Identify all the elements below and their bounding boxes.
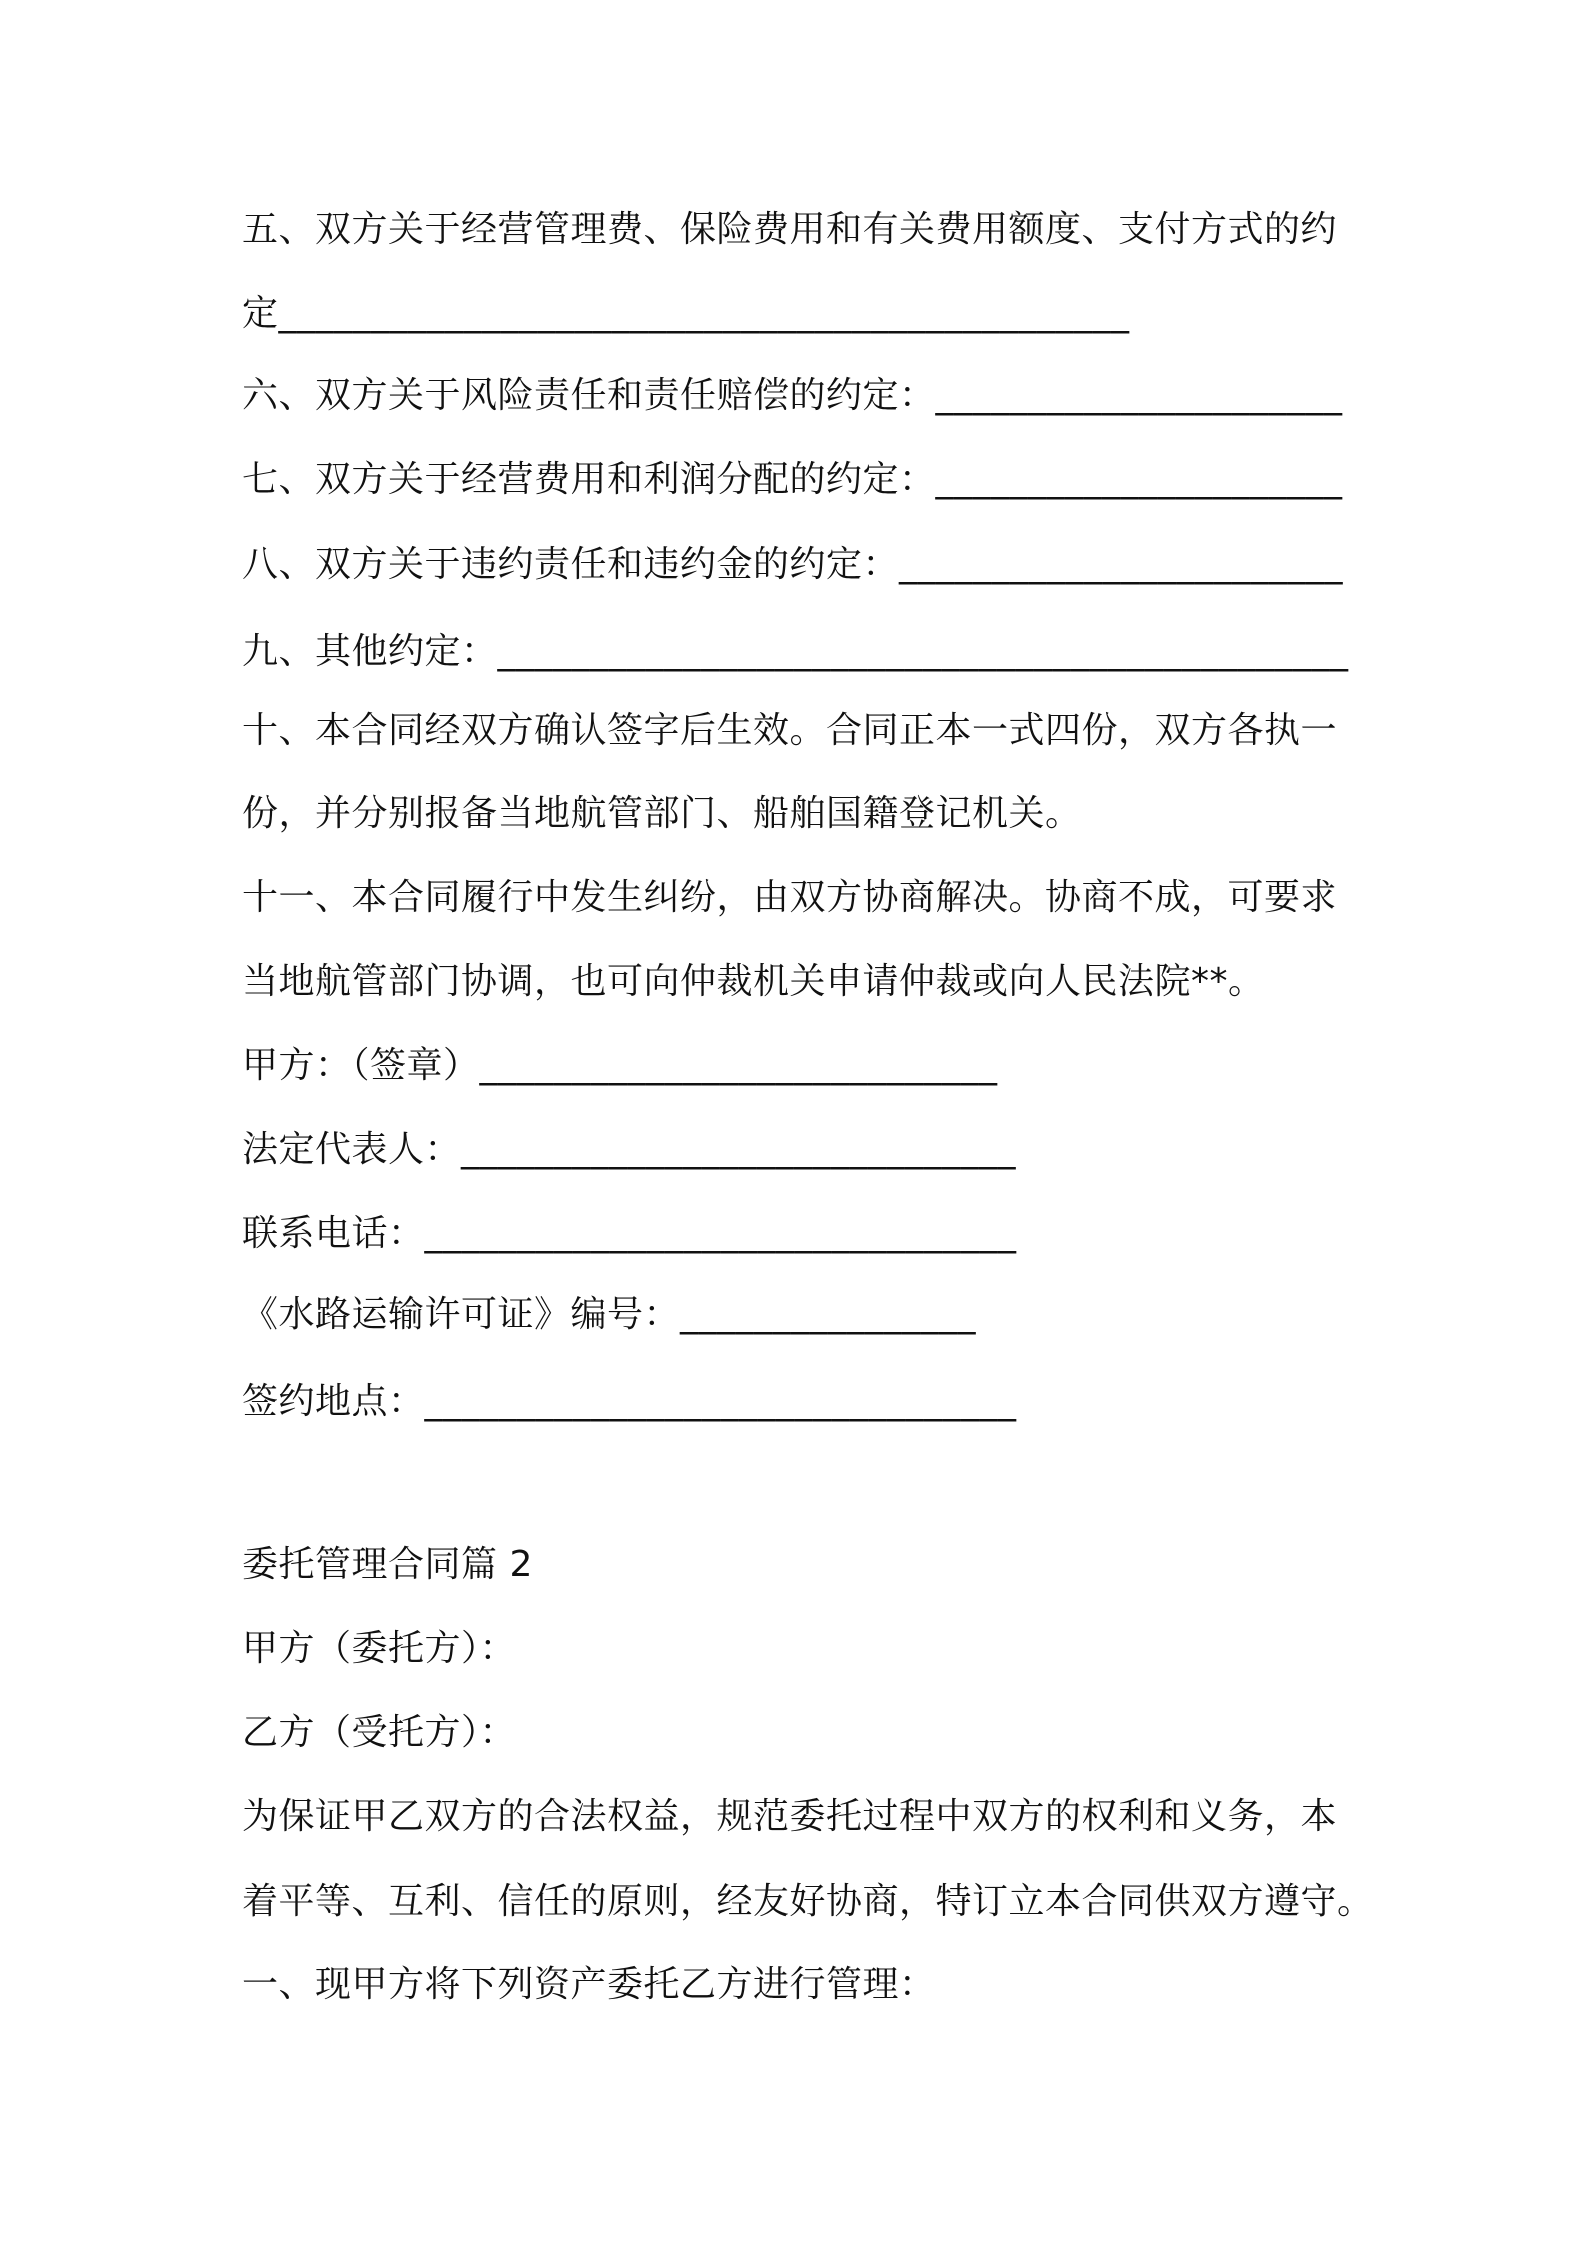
clause-10-line-1: 十、本合同经双方确认签字后生效。合同正本一式四份，双方各执一	[242, 710, 1338, 751]
clause-10-line-2: 份，并分别报备当地航管部门、船舶国籍登记机关。	[242, 793, 1082, 834]
preamble-line-1: 为保证甲乙双方的合法权益，规范委托过程中双方的权利和义务，本	[242, 1796, 1338, 1837]
contact-phone: 联系电话：________________________________	[242, 1213, 1017, 1254]
party-a-signature: 甲方：（签章）____________________________	[242, 1045, 998, 1086]
clause-9: 九、其他约定：______________________________________________	[242, 631, 1349, 672]
clause-1: 一、现甲方将下列资产委托乙方进行管理：	[242, 1964, 936, 2005]
clause-7: 七、双方关于经营费用和利润分配的约定：______________________	[242, 459, 1343, 500]
clause-11-line-1: 十一、本合同履行中发生纠纷，由双方协商解决。协商不成，可要求	[242, 877, 1338, 918]
section-title: 委托管理合同篇 2	[242, 1544, 533, 1585]
clause-6: 六、双方关于风险责任和责任赔偿的约定：______________________	[242, 375, 1343, 416]
party-a-line: 甲方（委托方）：	[242, 1628, 517, 1669]
signing-location: 签约地点：________________________________	[242, 1381, 1017, 1422]
clause-8: 八、双方关于违约责任和违约金的约定：________________________	[242, 544, 1344, 585]
preamble-line-2: 着平等、互利、信任的原则，经友好协商，特订立本合同供双方遵守。	[242, 1881, 1374, 1922]
legal-representative: 法定代表人：______________________________	[242, 1129, 1017, 1170]
clause-11-line-2: 当地航管部门协调，也可向仲裁机关申请仲裁或向人民法院**。	[242, 961, 1265, 1002]
party-b-line: 乙方（受托方）：	[242, 1712, 517, 1753]
transport-license-number: 《水路运输许可证》编号：________________	[242, 1294, 977, 1335]
clause-5-line-1: 五、双方关于经营管理费、保险费用和有关费用额度、支付方式的约	[242, 209, 1338, 250]
clause-5-line-2: 定______________________________________________	[242, 293, 1130, 334]
